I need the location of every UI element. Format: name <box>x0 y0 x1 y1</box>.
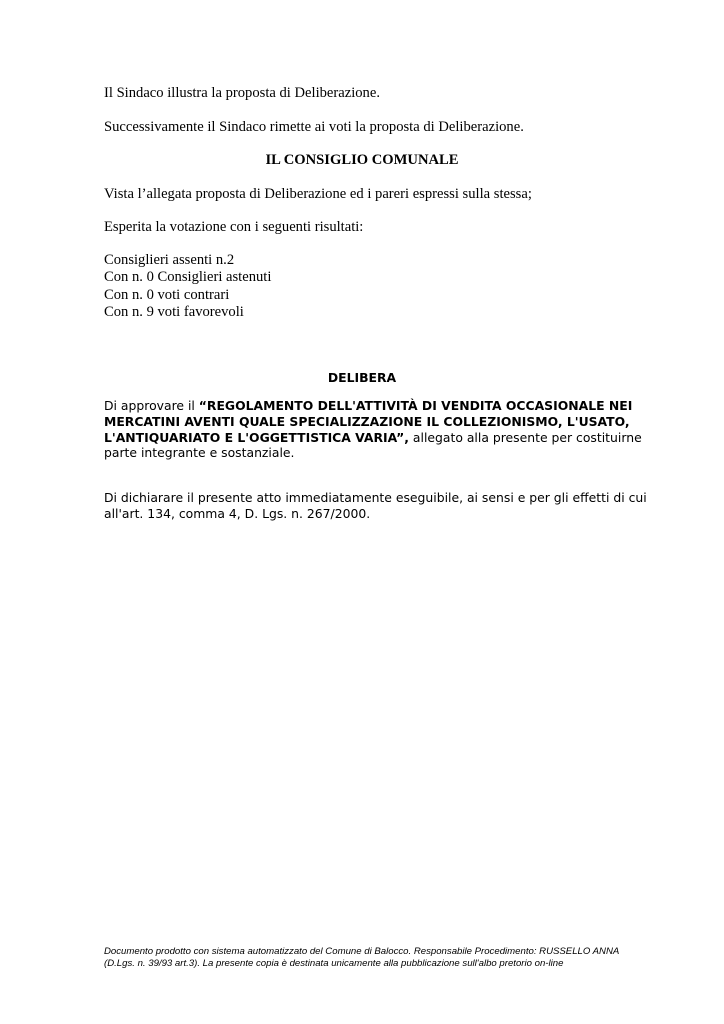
delibera-heading: DELIBERA <box>327 370 397 385</box>
vista-line: Vista l’allegata proposta di Deliberazione ed i pareri espressi sulla stessa; <box>104 186 532 202</box>
declare-line-2: all'art. 134, comma 4, D. Lgs. n. 267/2000. <box>104 506 371 521</box>
intro-line-1: Il Sindaco illustra la proposta di Deliberazione. <box>104 85 380 101</box>
approve-line-4: parte integrante e sostanziale. <box>104 445 295 460</box>
declare-line-1: Di dichiarare il presente atto immediatamente eseguibile, ai sensi e per gli effetti di cui <box>104 490 647 505</box>
approve-suffix: allegato alla presente per costituirne <box>408 430 642 445</box>
vote-contrari: Con n. 0 voti contrari <box>104 286 230 303</box>
approve-prefix: Di approvare il <box>104 398 199 413</box>
vote-favorevoli: Con n. 9 voti favorevoli <box>104 303 244 320</box>
esperita-line: Esperita la votazione con i seguenti risultati: <box>104 219 364 235</box>
intro-line-2: Successivamente il Sindaco rimette ai voti la proposta di Deliberazione. <box>104 119 524 135</box>
vote-results <box>104 252 271 321</box>
regulation-title-3: L'ANTIQUARIATO E L'OGGETTISTICA VARIA”, <box>104 430 409 445</box>
council-heading: IL CONSIGLIO COMUNALE <box>265 152 459 168</box>
footer-line-2: (D.Lgs. n. 39/93 art.3). La presente copia è destinata unicamente alla pubblicazione sull'albo pretorio on-line <box>104 958 564 969</box>
vote-astenuti: Con n. 0 Consiglieri astenuti <box>104 269 272 286</box>
vote-assenti: Consiglieri assenti n.2 <box>104 252 235 268</box>
footer-line-1: Documento prodotto con sistema automatizzato del Comune di Balocco. Responsabile Procedimento: RUSSELLO ANNA <box>104 946 620 957</box>
regulation-title-2: MERCATINI AVENTI QUALE SPECIALIZZAZIONE IL COLLEZIONISMO, L'USATO, <box>104 414 630 429</box>
page-footer <box>104 946 619 970</box>
regulation-title-1: “REGOLAMENTO DELL'ATTIVITÀ DI VENDITA OCCASIONALE NEI <box>198 398 633 413</box>
